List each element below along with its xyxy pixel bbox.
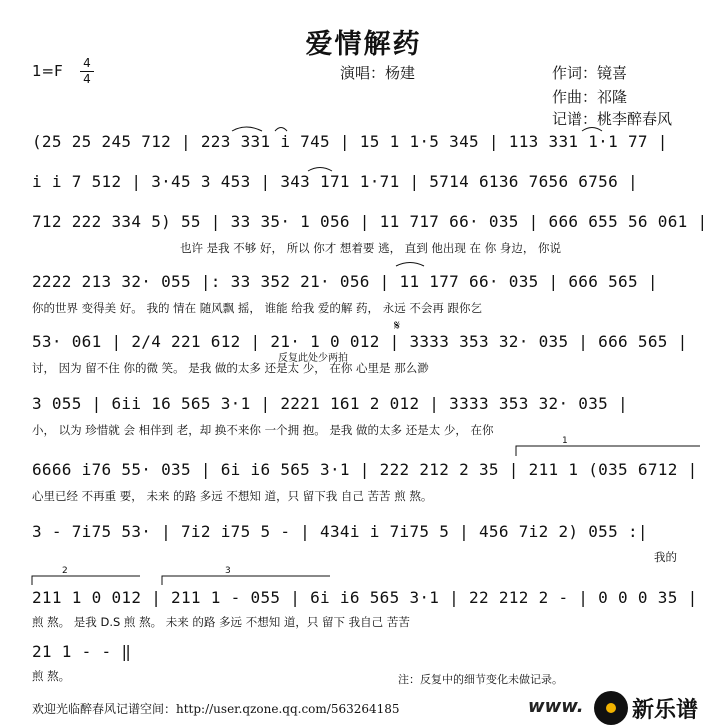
score-line-1-notes: (25 25 245 712 | 223 331 i 745 | 15 1 1·5 345 | 113 331 1·1 77 | — [32, 132, 668, 151]
segno-sign: 𝄋 — [394, 318, 401, 334]
score-line-3-lyrics: 也许 是我 不够 好， 所以 你才 想着要 逃， 直到 他出现 在 你 身边， 你说 — [180, 241, 562, 255]
volta-bracket-2 — [32, 576, 140, 585]
score-line-6-notes: 3 055 | 6ii 16 565 3·1 | 2221 161 2 012 | 3333 353 32· 035 | — [32, 394, 628, 413]
tie-mark — [232, 127, 262, 131]
volta-label-3: 3 — [225, 566, 231, 576]
time-signature-top: 4 — [83, 56, 91, 70]
score-line-8-notes: 3 - 7i75 53· | 7i2 i75 5 - | 434i i 7i75 5 | 456 7i2 2) 055 :| — [32, 522, 648, 541]
score-line-4-notes: 2222 213 32· 055 |: 33 352 21· 056 | 11 177 66· 035 | 666 565 | — [32, 272, 658, 291]
score-line-6-lyrics: 小， 以为 珍惜就 会 相伴到 老，却 换不来你 一个拥 抱。 是我 做的太多 还是太 少， 在你 — [32, 423, 494, 437]
logo-brand: 新乐谱 — [632, 698, 699, 723]
key-signature: 1=F — [32, 62, 63, 80]
score-line-10-notes: 21 1 - - ‖ — [32, 642, 132, 661]
transcriber-credit: 记谱：桃李醉春风 — [552, 110, 673, 128]
repeat-note: 反复此处少两拍 — [278, 353, 348, 364]
logo-url: www. — [528, 696, 584, 717]
score-line-3-notes: 712 222 334 5) 55 | 33 35· 1 056 | 11 717 66· 035 | 666 655 56 061 | — [32, 212, 708, 231]
volta-label-1: 1 — [562, 436, 568, 446]
volta-label-2: 2 — [62, 566, 68, 576]
score-line-7-lyrics: 心里已经 不再重 要， 未来 的路 多远 不想知 道，只 留下我 自己 苦苦 煎 熬。 — [32, 489, 433, 503]
site-logo[interactable] — [528, 688, 727, 727]
footer-credit: 欢迎光临醉春风记谱空间：http://user.qzone.qq.com/563264185 — [32, 702, 400, 716]
time-signature-bottom: 4 — [83, 72, 91, 86]
tie-mark — [308, 168, 332, 172]
volta-bracket-1 — [516, 446, 700, 456]
tie-mark — [582, 128, 602, 132]
score-line-10-lyrics: 煎 熬。 — [32, 669, 71, 683]
score-line-2-notes: i i 7 512 | 3·45 3 453 | 343 171 1·71 | 5714 6136 7656 6756 | — [32, 172, 638, 191]
tie-mark — [396, 263, 424, 267]
tie-mark — [275, 128, 287, 132]
score-line-5-lyrics: 讨， 因为 留不住 你的微 笑。 是我 做的太多 还是太 少， 在你 心里是 那么渺 — [32, 361, 429, 375]
score-line-4-lyrics: 你的世界 变得美 好。 我的 情在 随风飘 摇， 谁能 给我 爱的解 药， 永远 不会再 跟你乞 — [32, 301, 483, 315]
singer-credit: 演唱：杨建 — [340, 64, 416, 82]
score-line-9-lyrics: 煎 熬。 是我 D.S 煎 熬。 未来 的路 多远 不想知 道，只 留下 我自己 苦苦 — [32, 615, 410, 629]
transcription-note: 注：反复中的细节变化未做记录。 — [398, 673, 563, 686]
music-disc-icon — [594, 691, 628, 725]
song-title: 爱情解药 — [305, 29, 422, 60]
lyricist-credit: 作词：镜喜 — [552, 64, 628, 82]
score-line-7-notes: 6666 i76 55· 035 | 6i i6 565 3·1 | 222 212 2 35 | 211 1 (035 6712 | — [32, 460, 698, 479]
composer-credit: 作曲：祁隆 — [552, 88, 628, 106]
score-line-9-notes: 211 1 0 012 | 211 1 - 055 | 6i i6 565 3·1 | 22 212 2 - | 0 0 0 35 | — [32, 588, 698, 607]
volta-bracket-3 — [162, 576, 330, 585]
score-line-8-lyrics: 我的 — [654, 550, 677, 564]
score-line-5-notes: 53· 061 | 2/4 221 612 | 21· 1 0 012 | 3333 353 32· 035 | 666 565 | — [32, 332, 688, 351]
